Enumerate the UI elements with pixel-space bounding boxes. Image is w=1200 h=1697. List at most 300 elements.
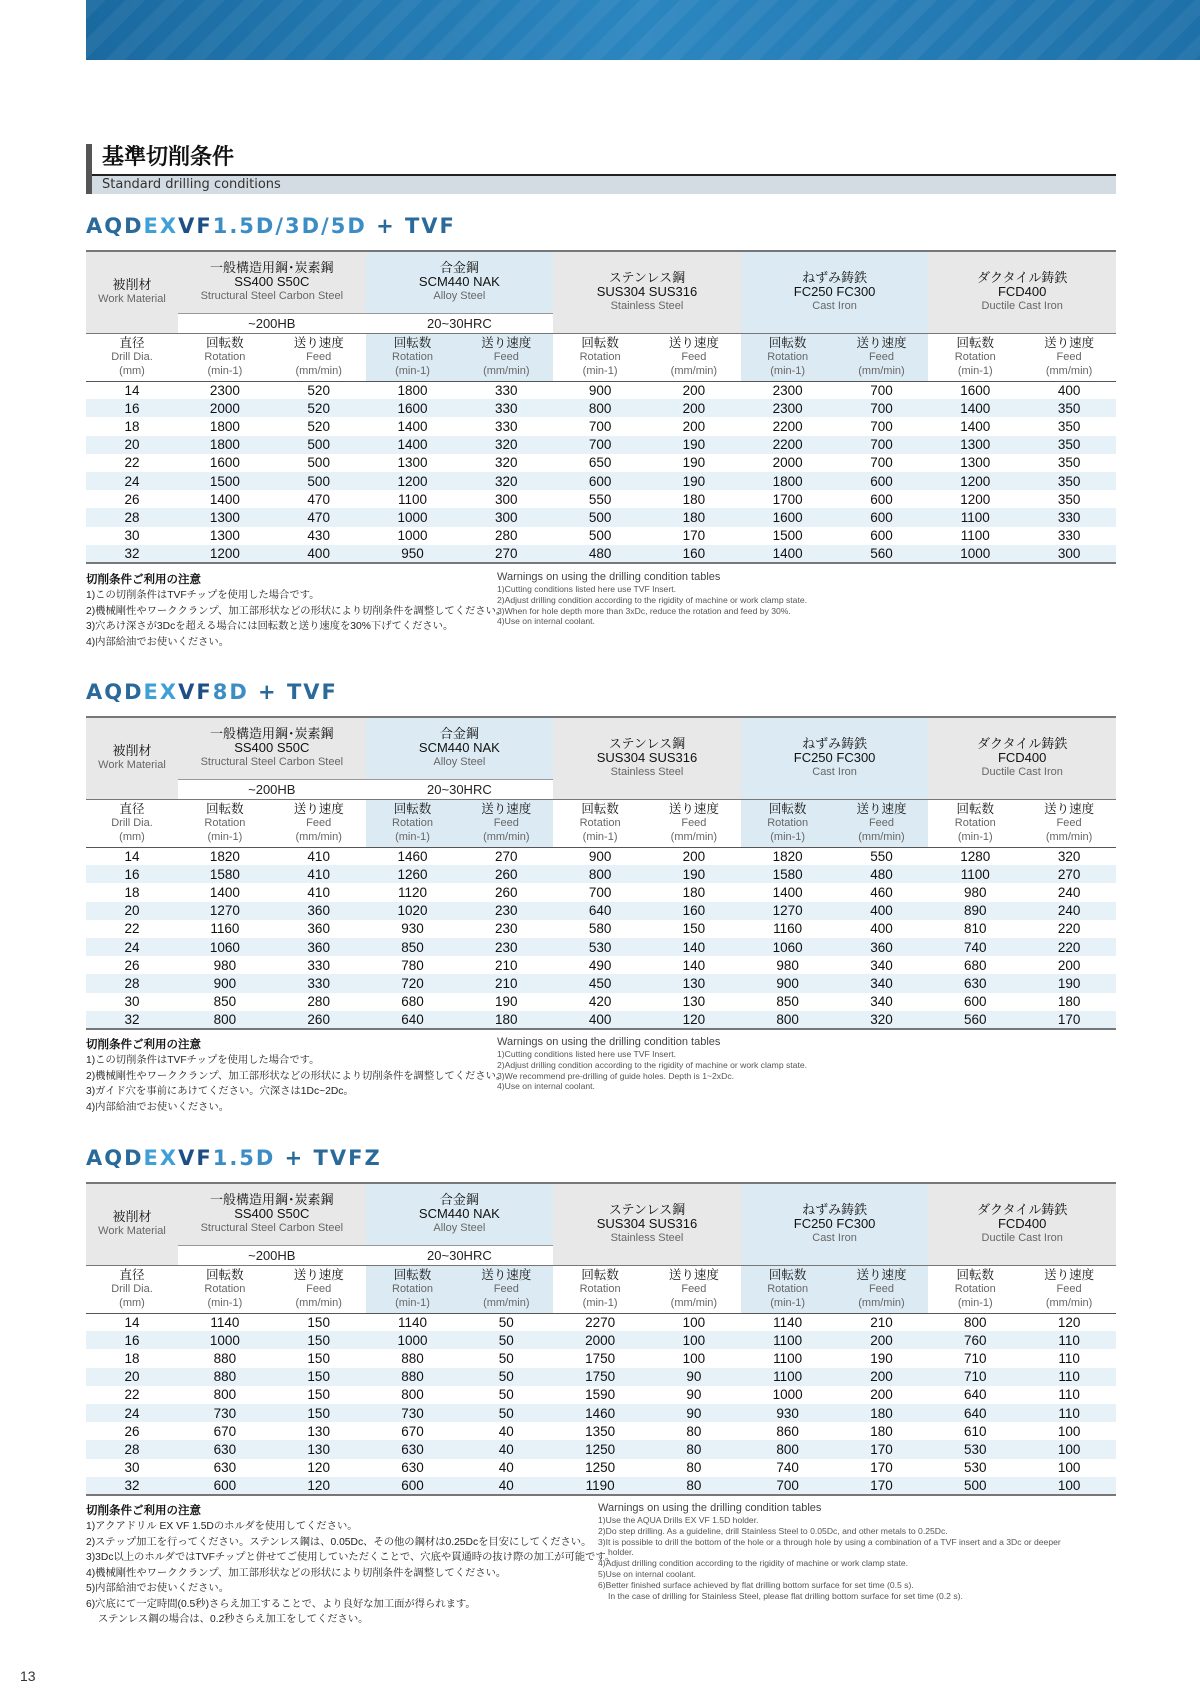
drill-dia-header <box>86 333 178 381</box>
header-label: 回転数 <box>581 336 619 350</box>
notes-en: Warnings on using the drilling condition tables 1)Cutting conditions listed here use TVF Insert. 2)Adjust drilling condition according to the rigidity of machine or work clamp state. 3)When for hole depth more than 3xDc, reduce the rotation and feed by 30%. 4)Use on internal coolant. <box>497 571 808 627</box>
rotation-cell: 2000 <box>772 455 803 471</box>
feed-cell: 170 <box>1022 1011 1116 1029</box>
material-label: ステンレス鋼 <box>608 1202 686 1218</box>
product-title-part: AQD <box>86 1146 144 1170</box>
material-label: SUS304 SUS316 <box>596 750 698 766</box>
header-label: Rotation <box>954 351 996 363</box>
header-label: (min-1) <box>207 831 243 843</box>
table-row <box>86 545 1116 563</box>
material-label: ねずみ鋳鉄 <box>802 270 868 286</box>
rotation-cell: 630 <box>213 1460 237 1476</box>
feed-cell: 170 <box>682 528 706 544</box>
note-item: 4)機械剛性やワーククランプ、加工部形状などの形状により切削条件を調整してください。 <box>86 1567 507 1579</box>
feed-cell: 120 <box>307 1460 330 1476</box>
header-label: 回転数 <box>206 1268 244 1282</box>
header-label: (mm/min) <box>295 1297 342 1309</box>
feed-cell: 120 <box>647 1011 741 1029</box>
material-label: Alloy Steel <box>433 1222 486 1235</box>
feed-cell: 210 <box>459 974 553 992</box>
feed-cell: 100 <box>647 1331 741 1349</box>
feed-cell: 100 <box>1057 1460 1081 1476</box>
table-row <box>86 847 1116 865</box>
drill-dia-cell: 18 <box>124 1350 140 1366</box>
drill-dia-cell: 22 <box>124 455 140 471</box>
feed-cell: 50 <box>459 1368 553 1386</box>
header-label: 直径 <box>119 1268 145 1282</box>
rotation-header <box>366 333 460 381</box>
table-row <box>86 1404 1116 1422</box>
product-title-part: 1.5D <box>212 1146 276 1170</box>
header-label: (mm/min) <box>483 365 530 377</box>
drill-dia-header <box>86 799 178 847</box>
table-row <box>86 1422 1116 1440</box>
note-item: 1)この切削条件はTVFチップを使用した場合です。 <box>86 1055 320 1066</box>
hardness-label <box>366 313 554 333</box>
feed-cell: 700 <box>870 455 893 471</box>
feed-header <box>1022 333 1116 381</box>
feed-cell: 120 <box>1057 1314 1081 1330</box>
header-label: (mm/min) <box>295 831 342 843</box>
table-row <box>86 1331 1116 1349</box>
rotation-cell: 1400 <box>960 418 991 434</box>
note-item: ステンレス鋼の場合は、0.2秒さらえ加工をしてください。 <box>98 1614 369 1625</box>
header-label: 送り速度 <box>1044 336 1095 350</box>
header-label: (mm/min) <box>858 365 905 377</box>
rotation-header <box>553 1265 647 1313</box>
feed-cell: 180 <box>647 508 741 526</box>
feed-cell: 110 <box>1022 1368 1116 1386</box>
rotation-cell: 550 <box>588 491 612 507</box>
note-item: 2)Do step drilling. As a guideline, drill Stainless Steel to 0.05Dc, and other metals to 0.25Dc. <box>598 1525 948 1536</box>
header-label: Feed <box>868 351 895 363</box>
feed-cell: 330 <box>1022 508 1116 526</box>
feed-cell: 320 <box>495 455 518 471</box>
rotation-cell: 1000 <box>397 528 428 544</box>
feed-cell: 140 <box>647 938 741 956</box>
header-label: Feed <box>306 351 332 363</box>
table-row <box>86 956 1116 974</box>
note-item: 4)Use on internal coolant. <box>497 616 595 627</box>
feed-cell: 200 <box>1057 957 1081 973</box>
rotation-cell: 500 <box>553 508 647 526</box>
material-label: FC250 FC300 <box>793 1216 876 1232</box>
rotation-cell: 1100 <box>928 865 1022 883</box>
notes-jp: 切削条件ご利用の注意 1)この切削条件はTVFチップを使用した場合です。 2)機械剛性やワーククランプ、加工部形状などの形状により切削条件を調整してください。 3)穴あけ深さが3Dcを超える場合には回転数と送り速度を30%下げてください。 4)内部給油でお使いください。 <box>86 571 506 650</box>
product-title-part: + TVFZ <box>275 1146 382 1170</box>
material-label: SUS304 SUS316 <box>596 1216 698 1232</box>
drill-dia-cell: 18 <box>124 884 140 900</box>
feed-cell: 300 <box>495 491 518 507</box>
header-label: Feed <box>868 1283 895 1295</box>
header-label: Rotation <box>204 817 246 829</box>
feed-cell: 350 <box>1057 418 1081 434</box>
table-row <box>86 1011 1116 1029</box>
rotation-header <box>928 799 1022 847</box>
material-label: 一般構造用鋼･炭素鋼 <box>210 1192 334 1208</box>
rotation-cell: 1580 <box>741 865 835 883</box>
page-number: 13 <box>20 1668 36 1684</box>
rotation-cell: 1600 <box>741 508 835 526</box>
rotation-cell: 530 <box>964 1460 987 1476</box>
material-label: 合金鋼 <box>439 726 479 742</box>
header-label: Feed <box>1056 351 1082 363</box>
feed-cell: 410 <box>272 865 366 883</box>
rotation-cell: 670 <box>401 1423 424 1439</box>
rotation-cell: 810 <box>964 921 987 937</box>
feed-cell: 190 <box>870 1350 893 1366</box>
note-item: 3)When for hole depth more than 3xDc, reduce the rotation and feed by 30%. <box>497 605 791 616</box>
rotation-cell: 730 <box>366 1404 460 1422</box>
drill-dia-cell: 32 <box>86 545 178 563</box>
rotation-cell: 1800 <box>209 418 240 434</box>
header-label: Work Material <box>98 293 166 306</box>
feed-cell: 150 <box>307 1350 330 1366</box>
rotation-cell: 1400 <box>772 884 803 900</box>
rotation-cell: 1350 <box>585 1423 616 1439</box>
rotation-cell: 1400 <box>366 436 460 454</box>
material-label: FCD400 <box>997 750 1047 766</box>
rotation-cell: 1500 <box>178 472 272 490</box>
feed-cell: 430 <box>307 528 330 544</box>
rotation-cell: 1000 <box>928 545 1022 563</box>
material-label: FCD400 <box>997 284 1047 300</box>
rotation-cell: 630 <box>366 1440 460 1458</box>
rotation-cell: 880 <box>178 1368 272 1386</box>
rotation-cell: 1200 <box>178 545 272 563</box>
feed-header <box>647 799 741 847</box>
feed-cell: 600 <box>870 528 893 544</box>
drill-dia-cell: 20 <box>86 436 178 454</box>
feed-cell: 470 <box>272 508 366 526</box>
rotation-cell: 930 <box>741 1404 835 1422</box>
header-label: Rotation <box>767 817 809 829</box>
feed-cell: 270 <box>459 545 553 563</box>
header-label: 被削材 <box>112 743 152 759</box>
feed-cell: 200 <box>870 1387 893 1403</box>
rotation-cell: 710 <box>964 1350 987 1366</box>
rotation-cell: 710 <box>928 1368 1022 1386</box>
rotation-cell: 1750 <box>585 1350 616 1366</box>
rotation-cell: 600 <box>366 1477 460 1495</box>
feed-cell: 210 <box>495 957 518 973</box>
work-material-header <box>86 251 178 333</box>
feed-cell: 360 <box>272 938 366 956</box>
feed-cell: 200 <box>647 399 741 417</box>
header-label: Rotation <box>954 1283 996 1295</box>
rotation-cell: 1820 <box>209 848 240 864</box>
feed-cell: 110 <box>1022 1404 1116 1422</box>
rotation-cell: 1300 <box>178 508 272 526</box>
rotation-cell: 800 <box>213 1387 237 1403</box>
feed-cell: 50 <box>498 1314 514 1330</box>
material-label: SS400 S50C <box>234 740 310 756</box>
header-label: 送り速度 <box>1044 1268 1095 1282</box>
drill-dia-cell: 22 <box>124 921 140 937</box>
material-header <box>928 1183 1116 1265</box>
header-label: (mm/min) <box>1045 1297 1093 1309</box>
feed-cell: 50 <box>459 1404 553 1422</box>
rotation-cell: 1100 <box>773 1350 803 1366</box>
drill-dia-cell: 18 <box>124 418 140 434</box>
header-label: (mm/min) <box>483 1297 530 1309</box>
table-row <box>86 1440 1116 1458</box>
header-label: (min-1) <box>395 831 430 843</box>
rotation-header <box>178 333 272 381</box>
header-label: (min-1) <box>395 365 430 377</box>
rotation-cell: 1200 <box>366 472 460 490</box>
drill-dia-cell: 20 <box>86 1368 178 1386</box>
rotation-cell: 480 <box>553 545 647 563</box>
feed-cell: 100 <box>682 1350 706 1366</box>
feed-cell: 130 <box>682 994 706 1010</box>
rotation-header <box>178 799 272 847</box>
header-label: 送り速度 <box>668 1268 719 1282</box>
rotation-cell: 640 <box>964 1387 987 1403</box>
material-header <box>366 1183 554 1245</box>
rotation-header <box>553 333 647 381</box>
rotation-cell: 700 <box>588 418 612 434</box>
feed-cell: 300 <box>1022 545 1116 563</box>
feed-cell: 80 <box>686 1423 702 1439</box>
note-item: 6)Better finished surface achieved by flat drilling bottom surface for set time (0.5 s). <box>598 1579 914 1590</box>
feed-cell: 330 <box>495 418 518 434</box>
rotation-cell: 1800 <box>178 436 272 454</box>
feed-cell: 100 <box>1057 1423 1081 1439</box>
rotation-cell: 900 <box>741 974 835 992</box>
material-label: 20~30HRC <box>427 315 492 331</box>
rotation-cell: 700 <box>553 436 647 454</box>
material-header <box>553 251 741 333</box>
feed-cell: 200 <box>682 382 706 398</box>
feed-cell: 320 <box>835 1011 929 1029</box>
feed-cell: 350 <box>1022 399 1116 417</box>
feed-cell: 80 <box>647 1477 741 1495</box>
table-row <box>86 993 1116 1011</box>
rotation-cell: 530 <box>553 938 647 956</box>
feed-header <box>647 333 741 381</box>
feed-cell: 230 <box>495 921 518 937</box>
feed-cell: 180 <box>459 1011 553 1029</box>
note-item: 3)It is possible to drill the bottom of the hole or a through hole by using a combination of a TVF insert and a 3Dc or deeper <box>598 1536 1061 1547</box>
rotation-cell: 800 <box>741 1011 835 1029</box>
note-item: 1)Cutting conditions listed here use TVF Insert. <box>497 1049 676 1059</box>
drill-dia-cell: 22 <box>124 1387 140 1403</box>
material-label: Cast Iron <box>812 766 857 779</box>
rotation-cell: 1460 <box>553 1404 647 1422</box>
feed-cell: 500 <box>272 472 366 490</box>
feed-cell: 230 <box>459 902 553 920</box>
header-label: Rotation <box>579 1283 621 1295</box>
feed-cell: 560 <box>835 545 929 563</box>
rotation-cell: 2000 <box>178 399 272 417</box>
feed-cell: 330 <box>459 399 553 417</box>
rotation-cell: 600 <box>178 1477 272 1495</box>
drill-dia-cell: 30 <box>124 994 140 1010</box>
note-item: 1)この切削条件はTVFチップを使用した場合です。 <box>86 590 320 601</box>
rotation-cell: 730 <box>178 1404 272 1422</box>
material-label: Ductile Cast Iron <box>981 1232 1063 1245</box>
header-label: (mm) <box>119 365 145 377</box>
rotation-header <box>741 799 835 847</box>
drill-dia-cell: 28 <box>86 508 178 526</box>
rotation-cell: 2270 <box>585 1314 616 1330</box>
product-title-part: AQD <box>86 214 144 238</box>
feed-cell: 230 <box>459 938 553 956</box>
rotation-header <box>741 333 835 381</box>
feed-cell: 520 <box>307 418 330 434</box>
drill-dia-cell: 14 <box>124 848 140 864</box>
feed-cell: 130 <box>272 1440 366 1458</box>
feed-cell: 190 <box>682 455 706 471</box>
feed-cell: 700 <box>870 382 893 398</box>
header-label: (min-1) <box>207 365 243 377</box>
rotation-cell: 900 <box>588 382 612 398</box>
drill-dia-cell: 14 <box>124 382 140 398</box>
material-header <box>741 1183 929 1265</box>
product-title-part: EX <box>143 680 179 704</box>
material-label: ステンレス鋼 <box>608 270 686 286</box>
rotation-header <box>928 1265 1022 1313</box>
rotation-cell: 860 <box>776 1423 799 1439</box>
rotation-cell: 1300 <box>209 528 240 544</box>
table-row <box>86 1313 1116 1331</box>
feed-cell: 160 <box>647 902 741 920</box>
rotation-cell: 1400 <box>397 418 428 434</box>
feed-cell: 110 <box>1022 1331 1116 1349</box>
feed-cell: 320 <box>459 436 553 454</box>
rotation-cell: 490 <box>588 957 612 973</box>
rotation-cell: 720 <box>366 974 460 992</box>
header-label: 回転数 <box>393 336 432 350</box>
rotation-header <box>553 799 647 847</box>
header-label: Work Material <box>98 759 166 772</box>
rotation-cell: 980 <box>213 957 237 973</box>
feed-cell: 330 <box>495 382 518 398</box>
note-item: 3)3Dc以上のホルダではTVFチップと併せてご使用していただくことで、穴底や貫通時の抜け際の加工が可能です。 <box>86 1552 616 1563</box>
note-item: 2)Adjust drilling condition according to the rigidity of machine or work clamp state. <box>497 1059 808 1070</box>
feed-cell: 280 <box>495 528 518 544</box>
feed-cell: 340 <box>835 974 929 992</box>
product-title-part: + TVF <box>366 214 456 238</box>
table-row <box>86 508 1116 526</box>
feed-cell: 270 <box>1022 865 1116 883</box>
feed-cell: 200 <box>682 418 706 434</box>
header-label: Feed <box>681 351 707 363</box>
rotation-cell: 800 <box>401 1387 424 1403</box>
table-row <box>86 490 1116 508</box>
feed-cell: 700 <box>835 436 929 454</box>
rotation-cell: 1600 <box>366 399 460 417</box>
rotation-cell: 1140 <box>773 1314 803 1330</box>
feed-cell: 400 <box>870 921 893 937</box>
drill-dia-cell: 14 <box>124 1314 140 1330</box>
notes-jp: 切削条件ご利用の注意 1)この切削条件はTVFチップを使用した場合です。 2)機械剛性やワーククランプ、加工部形状などの形状により切削条件を調整してください。 3)ガイド穴を事前にあけてください。穴深さは1Dc~2Dc。 4)内部給油でお使いください。 <box>86 1036 506 1115</box>
rotation-cell: 1280 <box>960 848 991 864</box>
header-label: 回転数 <box>768 802 807 816</box>
feed-cell: 480 <box>835 865 929 883</box>
material-label: SCM440 NAK <box>418 740 500 756</box>
header-label: Rotation <box>579 351 621 363</box>
table-row <box>86 1477 1116 1495</box>
product-title-part: + TVF <box>248 680 338 704</box>
drill-dia-cell: 24 <box>86 938 178 956</box>
feed-cell: 150 <box>272 1404 366 1422</box>
table-row <box>86 902 1116 920</box>
rotation-cell: 1140 <box>210 1314 240 1330</box>
rotation-cell: 950 <box>366 545 460 563</box>
header-label: Feed <box>493 817 519 829</box>
header-label: 送り速度 <box>856 802 907 816</box>
header-label: 回転数 <box>768 1268 807 1282</box>
rotation-cell: 420 <box>588 994 612 1010</box>
feed-cell: 200 <box>682 848 706 864</box>
rotation-cell: 1800 <box>741 472 835 490</box>
feed-cell: 90 <box>686 1387 702 1403</box>
rotation-cell: 1100 <box>397 491 427 507</box>
feed-cell: 350 <box>1022 472 1116 490</box>
feed-cell: 190 <box>495 994 518 1010</box>
feed-cell: 410 <box>307 848 330 864</box>
header-label: 送り速度 <box>293 336 344 350</box>
rotation-cell: 850 <box>776 994 799 1010</box>
header-label: 送り速度 <box>668 802 719 816</box>
rotation-cell: 1200 <box>960 491 991 507</box>
feed-header <box>1022 799 1116 847</box>
note-item: 2)ステップ加工を行ってください。ステンレス鋼は、0.05Dc、その他の鋼材は0.25Dcを目安にしてください。 <box>86 1536 592 1548</box>
rotation-cell: 1300 <box>928 436 1022 454</box>
header-label: (min-1) <box>957 831 993 843</box>
material-label: FCD400 <box>997 1216 1047 1232</box>
material-label: Stainless Steel <box>610 1232 684 1245</box>
header-label: 送り速度 <box>481 336 532 350</box>
rotation-cell: 900 <box>588 848 612 864</box>
material-label: SCM440 NAK <box>418 1206 500 1222</box>
rotation-cell: 1270 <box>741 902 835 920</box>
rotation-cell: 640 <box>928 1404 1022 1422</box>
feed-cell: 470 <box>307 491 330 507</box>
feed-header <box>459 1265 553 1313</box>
table-row <box>86 436 1116 454</box>
feed-cell: 130 <box>647 974 741 992</box>
drill-dia-cell: 16 <box>86 1331 178 1349</box>
feed-header <box>459 799 553 847</box>
note-item: 5)Use on internal coolant. <box>598 1568 696 1579</box>
rotation-cell: 610 <box>964 1423 987 1439</box>
notes-en: Warnings on using the drilling condition tables 1)Cutting conditions listed here use TVF Insert. 2)Adjust drilling condition according to the rigidity of machine or work clamp state. 3)We recommend pre-drilling of guide holes. Depth is 1~2xDc. 4)Use on internal coolant. <box>497 1036 808 1092</box>
table-row <box>86 974 1116 992</box>
material-label: 一般構造用鋼･炭素鋼 <box>210 260 334 276</box>
notes-jp: 切削条件ご利用の注意 1)アクアドリル EX VF 1.5Dのホルダを使用してください。 2)ステップ加工を行ってください。ステンレス鋼は、0.05Dc、その他の鋼材は0.25Dcを目安にしてください。 3)3Dc以上のホルダではTVFチップと併せてご使用していただくことで、穴底や貫通時の抜け際の加工が可能です。 4)機械剛性やワーククランプ、加工部形状などの形状により切削条件を調整してください。 5)内部給油でお使いください。 6)穴底にて一定時間(0.5秒)さらえ加工することで、より良好な加工面が得られます。 ステンレス鋼の場合は、0.2秒さらえ加工をしてください。 <box>86 1502 615 1628</box>
feed-header <box>272 1265 366 1313</box>
header-label: (min-1) <box>957 365 993 377</box>
rotation-cell: 800 <box>964 1314 987 1330</box>
feed-cell: 90 <box>647 1404 741 1422</box>
header-label: (min-1) <box>770 1297 806 1309</box>
rotation-cell: 2300 <box>772 382 803 398</box>
table-row <box>86 1368 1116 1386</box>
note-item: 3)ガイド穴を事前にあけてください。穴深さは1Dc~2Dc。 <box>86 1086 354 1097</box>
note-item: 4)Use on internal coolant. <box>497 1081 595 1092</box>
header-label: (min-1) <box>770 831 806 843</box>
rotation-cell: 1600 <box>209 455 240 471</box>
section-title-en: Standard drilling conditions <box>102 177 281 192</box>
product-title <box>86 1146 382 1170</box>
feed-cell: 150 <box>682 921 706 937</box>
feed-cell: 220 <box>1022 938 1116 956</box>
product-title-part: VF <box>178 680 213 704</box>
feed-cell: 50 <box>459 1331 553 1349</box>
